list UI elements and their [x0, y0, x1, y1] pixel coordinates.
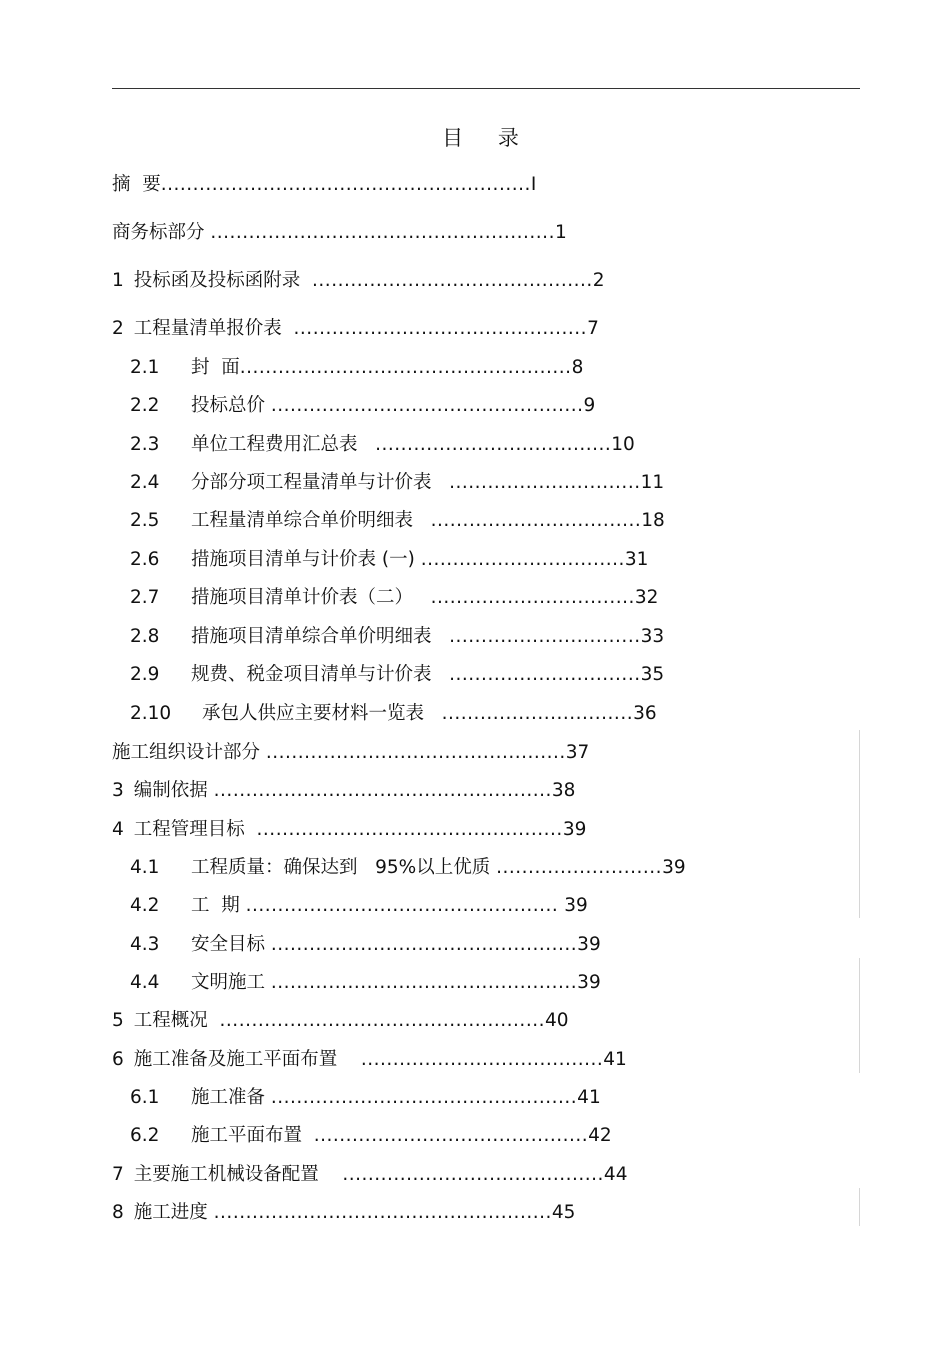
toc-dot-leader: ...................................................... [210, 222, 555, 243]
toc-dot-leader: ......................................... [342, 1164, 604, 1185]
toc-dot-leader: ................................................ [256, 819, 563, 840]
toc-entry-number: 8 [112, 1202, 124, 1223]
toc-page-number: 41 [577, 1087, 601, 1108]
toc-dot-leader: ............................................... [265, 742, 566, 763]
toc-page-number: 37 [565, 742, 590, 763]
toc-entry[interactable] [130, 1123, 612, 1149]
toc-page-number: 1 [554, 222, 567, 243]
toc-entry[interactable] [112, 316, 599, 342]
toc-page-number: 41 [603, 1049, 627, 1070]
toc-dot-leader: .............................. [449, 626, 641, 647]
toc-entry-number: 5 [112, 1010, 124, 1031]
toc-entry[interactable] [130, 470, 664, 496]
toc-page-number: 18 [641, 510, 665, 531]
toc-title: 目 录 [442, 126, 533, 150]
toc-entry-number: 4.4 [130, 972, 160, 993]
toc-entry[interactable] [112, 778, 575, 804]
toc-entry-title: 措施项目清单计价表（二） [191, 587, 431, 608]
margin-mark [859, 730, 860, 918]
toc-entry-title: 施工平面布置 [191, 1125, 314, 1146]
toc-entry-title: 编制依据 [133, 780, 214, 801]
toc-dot-leader: ................................................ [270, 972, 578, 993]
toc-page-number: 8 [571, 357, 584, 378]
toc-entry[interactable] [130, 547, 648, 573]
toc-dot-leader: ............................................ [312, 270, 593, 291]
toc-entry[interactable] [112, 1200, 575, 1226]
toc-dot-leader: ................................ [430, 587, 635, 608]
toc-entry[interactable] [112, 1162, 627, 1188]
margin-mark [859, 958, 860, 1073]
toc-dot-leader: ................................................ [270, 1087, 578, 1108]
toc-page-number: 39 [577, 934, 601, 955]
toc-dot-leader: ..................................................... [213, 780, 552, 801]
toc-page-number: 39 [662, 857, 686, 878]
toc-entry-title: 分部分项工程量清单与计价表 [191, 472, 450, 493]
toc-entry-title: 措施项目清单与计价表 (一) [191, 549, 421, 570]
toc-dot-leader: ........................................... [313, 1125, 589, 1146]
toc-entry[interactable] [130, 970, 601, 996]
header-rule [112, 88, 860, 89]
toc-dot-leader: ................................. [430, 510, 642, 531]
toc-entry-number: 2.6 [130, 549, 160, 570]
toc-entry[interactable] [112, 1008, 569, 1034]
toc-dot-leader: .............................. [449, 472, 641, 493]
toc-page-number: 10 [611, 434, 635, 455]
toc-entry-number: 2.9 [130, 664, 160, 685]
toc-page-number: 40 [544, 1010, 569, 1031]
toc-entry-title: 规费、税金项目清单与计价表 [191, 664, 450, 685]
toc-entry-title: 文明施工 [191, 972, 271, 993]
toc-entry[interactable] [112, 1047, 627, 1073]
toc-dot-leader: .............................................. [293, 318, 588, 339]
toc-entry-number: 2.7 [130, 587, 160, 608]
toc-dot-leader: ................................................. [270, 395, 584, 416]
toc-page-number: 39 [577, 972, 601, 993]
toc-page-number: 38 [551, 780, 576, 801]
toc-entry-title: 安全目标 [191, 934, 271, 955]
toc-dot-leader: ..................................... [375, 434, 612, 455]
toc-entry-number: 3 [112, 780, 124, 801]
toc-page-number: 2 [592, 270, 605, 291]
toc-entry[interactable] [130, 508, 665, 534]
toc-page-number: 7 [587, 318, 599, 339]
toc-page-number: I [530, 174, 537, 195]
toc-page-number: 9 [583, 395, 596, 416]
toc-dot-leader: .......................................................... [160, 174, 531, 195]
toc-entry-title: 工 期 [191, 895, 246, 916]
toc-entry[interactable] [130, 1085, 601, 1111]
toc-entry-number: 7 [112, 1164, 124, 1185]
toc-dot-leader: ...................................... [360, 1049, 604, 1070]
toc-entry-number: 6.1 [130, 1087, 160, 1108]
toc-page-number: 42 [588, 1125, 612, 1146]
toc-entry-title: 措施项目清单综合单价明细表 [191, 626, 450, 647]
toc-entry-number: 1 [112, 270, 124, 291]
toc-page-number: 44 [603, 1164, 628, 1185]
toc-entry-title: 工程概况 [133, 1010, 220, 1031]
toc-entry-title: 工程质量：确保达到 95%以上优质 [191, 857, 497, 878]
toc-entry[interactable] [130, 624, 664, 650]
toc-entry-title: 商务标部分 [112, 222, 211, 243]
toc-page-number: 33 [640, 626, 665, 647]
toc-entry[interactable] [112, 817, 586, 843]
toc-entry-title: 承包人供应主要材料一览表 [202, 703, 442, 724]
toc-entry-number: 4.2 [130, 895, 160, 916]
toc-entry-title: 施工准备 [191, 1087, 271, 1108]
toc-page-number: 32 [634, 587, 659, 608]
toc-entry-number: 2.3 [130, 434, 160, 455]
toc-entry[interactable] [130, 701, 657, 727]
toc-page-number: 39 [558, 895, 588, 916]
toc-entry-title: 施工准备及施工平面布置 [133, 1049, 361, 1070]
toc-dot-leader: .................................................... [239, 357, 572, 378]
toc-entry[interactable] [130, 662, 664, 688]
margin-mark [859, 1188, 860, 1226]
toc-entry-title: 施工进度 [133, 1202, 214, 1223]
toc-dot-leader: ................................................... [219, 1010, 545, 1031]
toc-entry-number: 6 [112, 1049, 124, 1070]
toc-dot-leader: .......................... [496, 857, 663, 878]
toc-entry[interactable] [130, 932, 601, 958]
toc-page-number: 36 [633, 703, 657, 724]
toc-entry-number: 4.1 [130, 857, 160, 878]
toc-dot-leader: ..................................................... [213, 1202, 552, 1223]
toc-page-number: 39 [562, 819, 587, 840]
toc-entry-number: 2.1 [130, 357, 160, 378]
toc-entry-title: 摘 要 [112, 174, 161, 195]
toc-entry[interactable] [130, 355, 583, 381]
toc-page-number: 31 [624, 549, 649, 570]
toc-entry-title: 投标总价 [191, 395, 271, 416]
toc-entry[interactable] [130, 893, 588, 919]
toc-entry-number: 6.2 [130, 1125, 160, 1146]
toc-entry-title: 工程管理目标 [133, 819, 257, 840]
toc-entry-number: 2.5 [130, 510, 160, 531]
toc-entry-title: 封 面 [191, 357, 240, 378]
toc-entry-title: 施工组织设计部分 [112, 742, 266, 763]
toc-entry[interactable] [130, 393, 595, 419]
toc-entry[interactable] [112, 172, 536, 198]
toc-dot-leader: ................................................. [245, 895, 559, 916]
toc-entry[interactable] [130, 585, 658, 611]
toc-entry-title: 投标函及投标函附录 [133, 270, 313, 291]
toc-entry[interactable] [112, 740, 589, 766]
toc-page-number: 35 [640, 664, 665, 685]
toc-entry[interactable] [130, 855, 686, 881]
toc-entry[interactable] [112, 268, 605, 294]
toc-entry-number: 2 [112, 318, 124, 339]
toc-entry-title: 工程量清单综合单价明细表 [191, 510, 431, 531]
toc-entry-number: 2.10 [130, 703, 172, 724]
toc-entry-number: 2.8 [130, 626, 160, 647]
toc-entry-number: 2.2 [130, 395, 160, 416]
toc-dot-leader: .............................. [449, 664, 641, 685]
toc-entry[interactable] [112, 220, 567, 246]
toc-entry-title: 单位工程费用汇总表 [191, 434, 376, 455]
toc-entry-number: 4 [112, 819, 124, 840]
toc-entry-number: 4.3 [130, 934, 160, 955]
toc-dot-leader: ................................ [420, 549, 625, 570]
toc-page-number: 11 [640, 472, 665, 493]
toc-dot-leader: .............................. [441, 703, 634, 724]
toc-entry-title: 主要施工机械设备配置 [133, 1164, 343, 1185]
toc-entry-number: 2.4 [130, 472, 160, 493]
toc-page-number: 45 [551, 1202, 576, 1223]
toc-entry[interactable] [130, 432, 635, 458]
toc-dot-leader: ................................................ [270, 934, 578, 955]
toc-entry-title: 工程量清单报价表 [133, 318, 294, 339]
